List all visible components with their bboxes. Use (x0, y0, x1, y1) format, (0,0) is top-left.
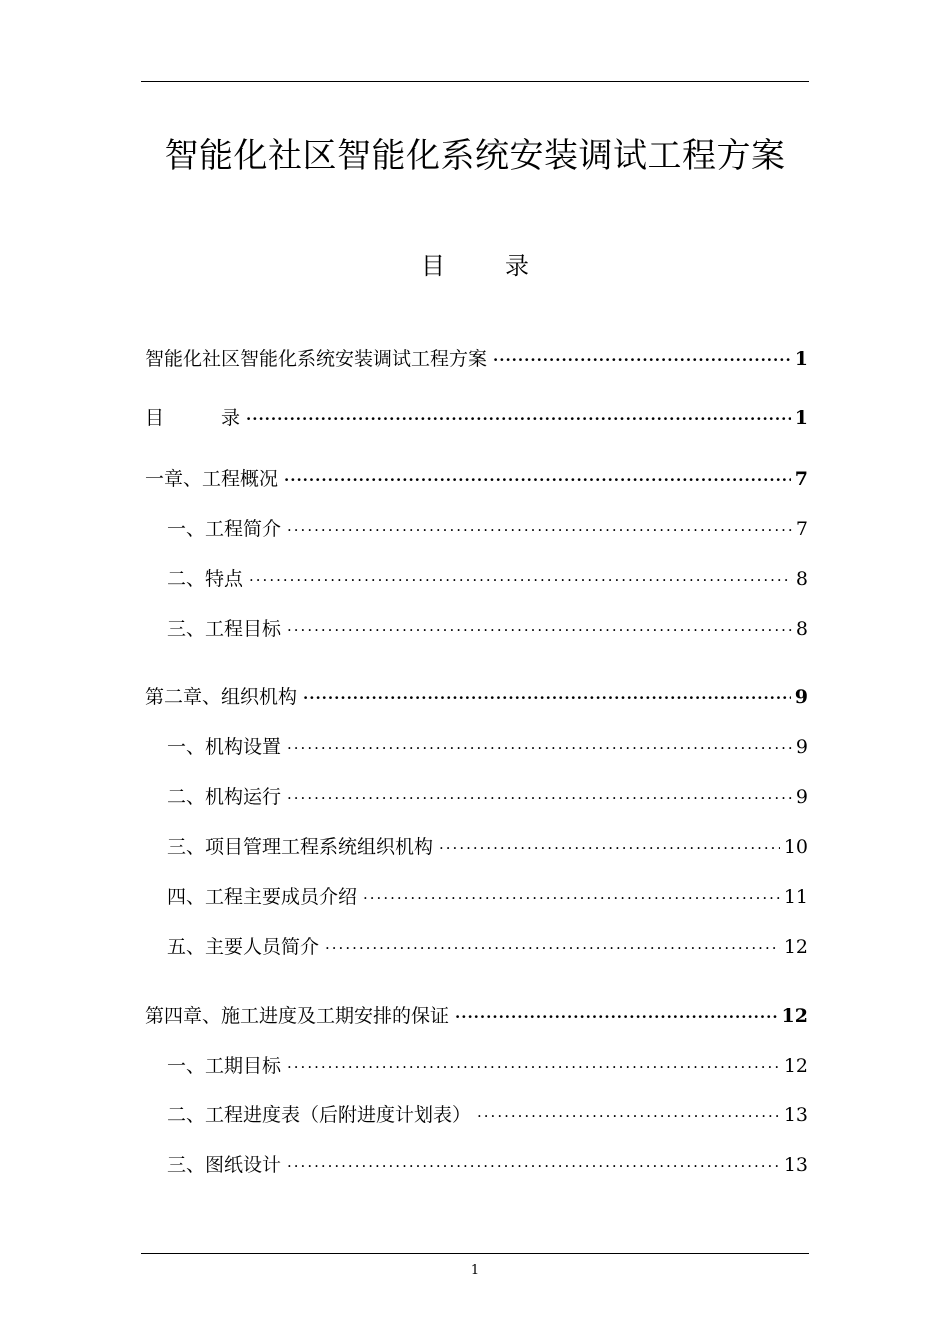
toc-leader-dots (455, 1004, 778, 1030)
toc-leader-dots (493, 347, 791, 373)
toc-entry[interactable] (145, 934, 808, 961)
toc-entry-page: 9 (795, 786, 808, 808)
toc-entry-title: 一、工期目标 (167, 1055, 282, 1077)
toc-entry-page: 8 (795, 568, 808, 590)
toc-entry[interactable] (145, 466, 808, 493)
toc-entry-title: 智能化社区智能化系统安装调试工程方案 (145, 348, 488, 370)
toc-heading-left: 目 (421, 252, 445, 280)
toc-entry-title: 一章、工程概况 (145, 468, 279, 490)
toc-entry-title: 第四章、施工进度及工期安排的保证 (145, 1005, 450, 1027)
toc-entry-title: 二、特点 (167, 568, 244, 590)
toc-leader-dots (287, 735, 792, 761)
toc-entry[interactable] (145, 784, 808, 811)
toc-leader-dots (287, 517, 792, 543)
toc-entry[interactable] (145, 346, 808, 373)
toc-entry-page: 7 (795, 518, 808, 540)
toc-leader-dots (249, 567, 792, 593)
toc-leader-dots (325, 935, 780, 961)
table-of-contents (145, 0, 808, 1240)
toc-entry-title: 目 录 (145, 407, 241, 429)
footer-rule (141, 1253, 809, 1254)
toc-leader-dots (246, 406, 791, 432)
toc-entry-title: 四、工程主要成员介绍 (167, 886, 358, 908)
toc-entry-page: 9 (795, 736, 808, 758)
toc-entry[interactable] (145, 405, 808, 432)
toc-leader-dots (287, 785, 792, 811)
toc-entry-title: 三、图纸设计 (167, 1154, 282, 1176)
toc-entry[interactable] (145, 516, 808, 543)
toc-entry-page: 12 (783, 1055, 808, 1077)
toc-entry[interactable] (145, 734, 808, 761)
toc-entry[interactable] (145, 1102, 808, 1129)
toc-leader-dots (287, 1054, 780, 1080)
document-title: 智能化社区智能化系统安装调试工程方案 (164, 136, 786, 176)
toc-entry-page: 12 (781, 1005, 808, 1027)
toc-entry[interactable] (145, 684, 808, 711)
toc-entry-title: 三、项目管理工程系统组织机构 (167, 836, 434, 858)
toc-entry-page: 7 (794, 468, 808, 490)
toc-entry-page: 12 (783, 936, 808, 958)
toc-entry-title: 二、机构运行 (167, 786, 282, 808)
toc-entry-page: 8 (795, 618, 808, 640)
toc-entry[interactable] (145, 1152, 808, 1179)
toc-leader-dots (287, 1153, 780, 1179)
toc-entry[interactable] (145, 834, 808, 861)
toc-entry-page: 10 (783, 836, 808, 858)
page-number: 1 (470, 1263, 480, 1278)
toc-leader-dots (284, 467, 791, 493)
toc-leader-dots (287, 617, 792, 643)
toc-entry-page: 1 (794, 407, 808, 429)
toc-entry[interactable] (145, 1003, 808, 1030)
toc-entry[interactable] (145, 616, 808, 643)
toc-entry-page: 11 (783, 886, 808, 908)
toc-entry[interactable] (145, 1053, 808, 1080)
toc-leader-dots (439, 835, 780, 861)
toc-entry[interactable] (145, 884, 808, 911)
toc-leader-dots (303, 685, 791, 711)
toc-entry-page: 13 (783, 1154, 808, 1176)
toc-entry-page: 9 (794, 686, 808, 708)
toc-entry[interactable] (145, 566, 808, 593)
toc-entry-title: 五、主要人员简介 (167, 936, 320, 958)
toc-leader-dots (363, 885, 780, 911)
toc-leader-dots (477, 1103, 780, 1129)
toc-entry-title: 一、工程简介 (167, 518, 282, 540)
toc-entry-page: 1 (794, 348, 808, 370)
toc-entry-page: 13 (783, 1104, 808, 1126)
toc-entry-title: 三、工程目标 (167, 618, 282, 640)
toc-entry-title: 二、工程进度表（后附进度计划表） (167, 1104, 472, 1126)
toc-entry-title: 一、机构设置 (167, 736, 282, 758)
toc-heading-right: 录 (505, 252, 529, 280)
toc-entry-title: 第二章、组织机构 (145, 686, 298, 708)
